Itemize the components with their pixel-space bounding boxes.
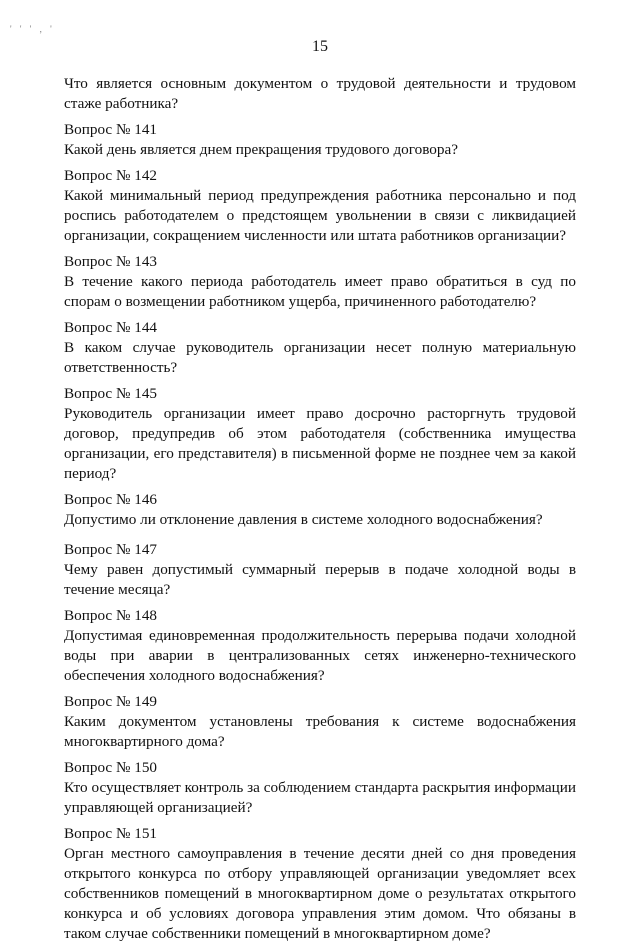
question-text: Допустимая единовременная продолжительность перерыва подачи холодной воды при аварии в централизованных сетях инженерно-технического обеспечения холодного водоснабжения? xyxy=(64,627,576,684)
question-label: Вопрос № 144 xyxy=(64,319,158,336)
question-text: Допустимо ли отклонение давления в системе холодного водоснабжения? xyxy=(64,511,543,528)
question-label: Вопрос № 150 xyxy=(64,759,158,776)
scan-marks: ' ' ' , ' xyxy=(10,24,55,34)
question-145 xyxy=(64,384,576,484)
question-label: Вопрос № 151 xyxy=(64,825,158,842)
question-150 xyxy=(64,758,576,818)
question-141 xyxy=(64,120,576,160)
question-148 xyxy=(64,606,576,686)
question-143 xyxy=(64,252,576,312)
question-146 xyxy=(64,490,576,530)
question-list xyxy=(64,74,576,950)
question-142 xyxy=(64,166,576,246)
question-text: Какой минимальный период предупреждения работника персонально и под роспись работодателем о предстоящем увольнении в связи с ликвидацией организации, сокращением численности или штата работников организации? xyxy=(64,187,576,244)
question-147 xyxy=(64,540,576,600)
question-140-tail xyxy=(64,74,576,114)
question-text: Руководитель организации имеет право досрочно расторгнуть трудовой договор, предупредив об этом работодателя (собственника имущества организации, его представителя) в письменной форме не позднее чем за какой период? xyxy=(64,405,576,482)
question-149 xyxy=(64,692,576,752)
question-label: Вопрос № 149 xyxy=(64,693,158,710)
question-text: Кто осуществляет контроль за соблюдением стандарта раскрытия информации управляющей организацией? xyxy=(64,779,576,816)
question-text: В каком случае руководитель организации несет полную материальную ответственность? xyxy=(64,339,576,376)
question-label: Вопрос № 145 xyxy=(64,385,158,402)
question-label: Вопрос № 148 xyxy=(64,607,158,624)
question-text: Какой день является днем прекращения трудового договора? xyxy=(64,141,458,158)
question-label: Вопрос № 146 xyxy=(64,491,158,508)
question-151 xyxy=(64,824,576,944)
question-label: Вопрос № 143 xyxy=(64,253,158,270)
page-number: 15 xyxy=(312,38,328,55)
question-text: Чему равен допустимый суммарный перерыв в подаче холодной воды в течение месяца? xyxy=(64,561,576,598)
question-144 xyxy=(64,318,576,378)
question-label: Вопрос № 142 xyxy=(64,167,158,184)
question-label: Вопрос № 147 xyxy=(64,541,158,558)
question-text: В течение какого периода работодатель имеет право обратиться в суд по спорам о возмещении работником ущерба, причиненного работодателю? xyxy=(64,273,576,310)
question-text: Каким документом установлены требования к системе водоснабжения многоквартирного дома? xyxy=(64,713,576,750)
question-text: Что является основным документом о трудовой деятельности и трудовом стаже работника? xyxy=(64,75,576,112)
question-label: Вопрос № 141 xyxy=(64,121,158,138)
question-text: Орган местного самоуправления в течение десяти дней со дня проведения открытого конкурса по отбору управляющей организации уведомляет всех собственников помещений в многоквартирном доме о результатах открытого конкурса и об условиях договора управления этим домом. Что обязаны в таком случае собственники помещений в многоквартирном доме? xyxy=(64,845,576,942)
